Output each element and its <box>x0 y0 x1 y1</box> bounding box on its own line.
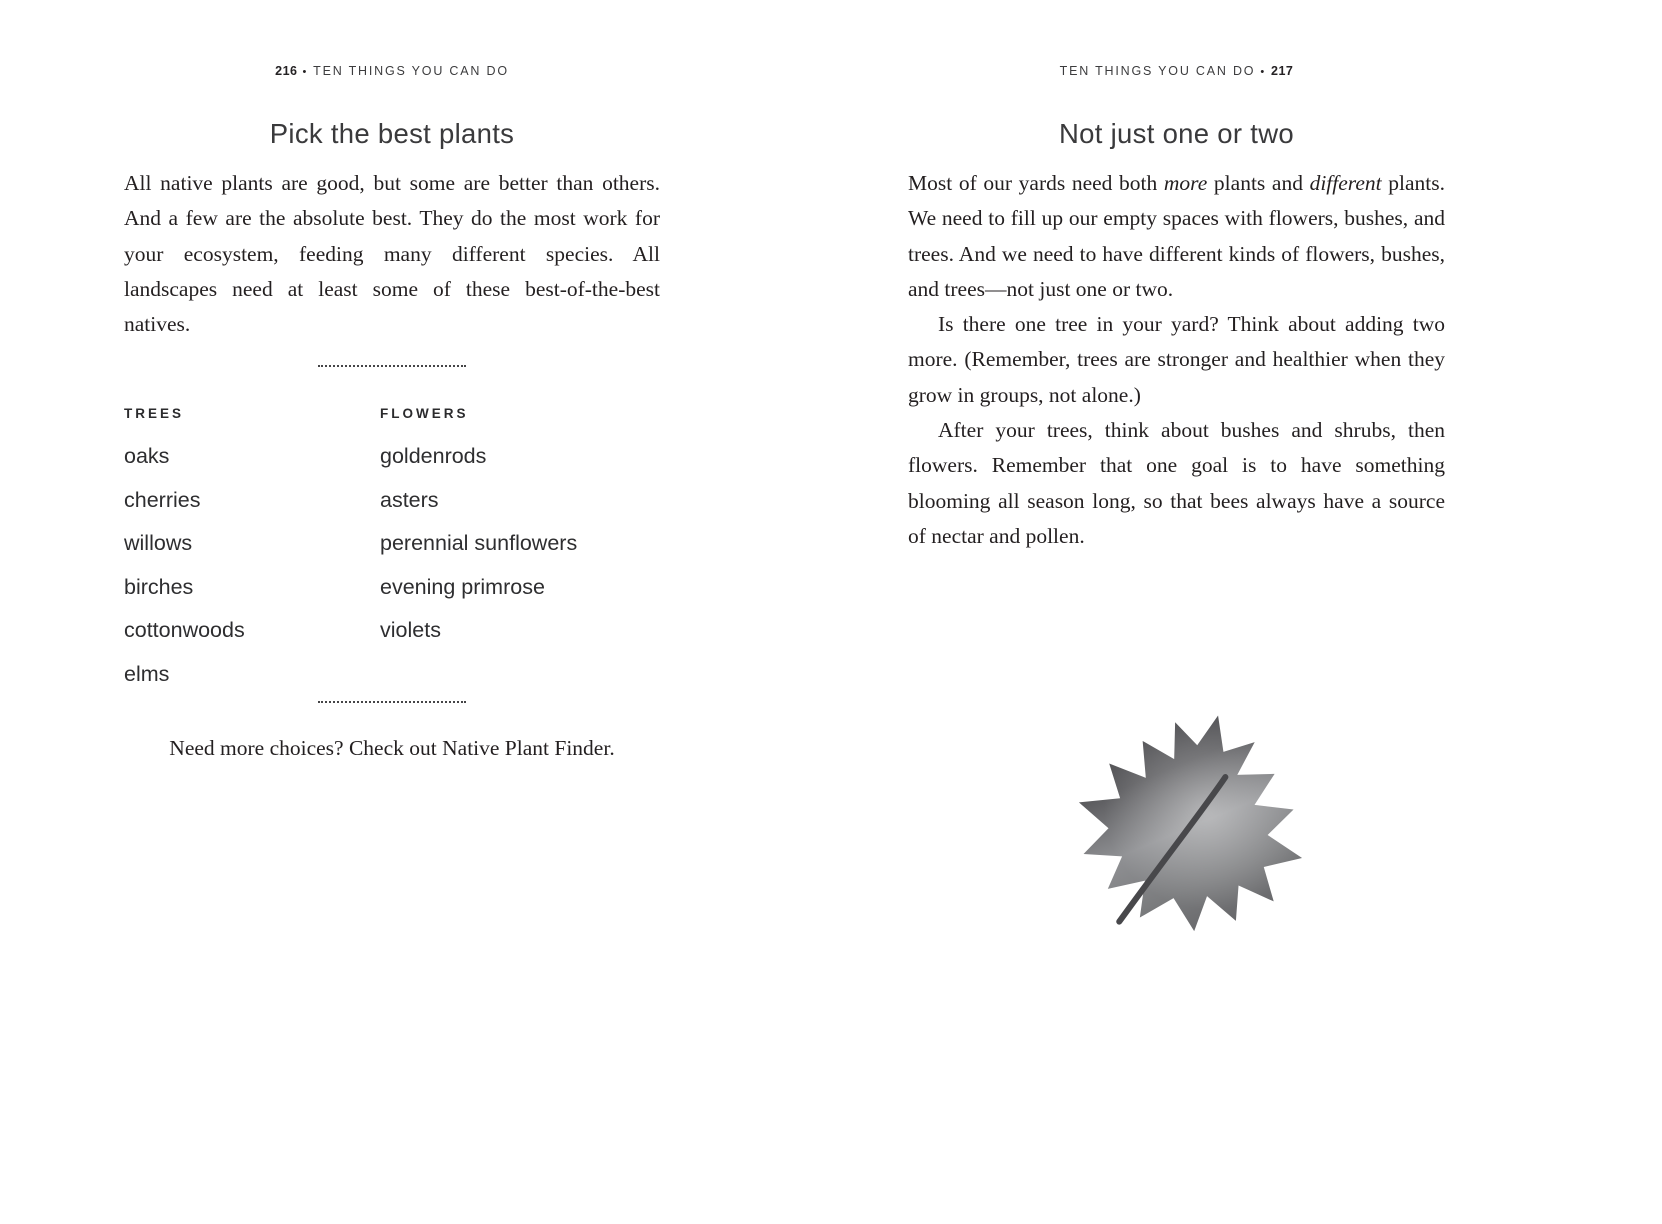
paragraph-1-italic-more: more <box>1163 171 1208 195</box>
paragraph-text: All native plants are good, but some are better than others. And a few are the absolute best. They do the most work for your ecosystem, feeding many different species. All landscapes need at least some of these best-of-the-best natives. <box>124 171 660 337</box>
flower-item: asters <box>380 487 439 512</box>
running-head-title-right: TEN THINGS YOU CAN DO <box>1059 64 1256 78</box>
paragraph-3: After your trees, think about bushes and shrubs, then flowers. Remember that one goal is to have something blooming all season long, so that bees always have a source of nectar and pollen. <box>908 418 1445 548</box>
running-head-right <box>908 64 1445 78</box>
right-page-paragraphs <box>908 166 1445 554</box>
flower-item: goldenrods <box>380 444 487 468</box>
page-number-right: 217 <box>1271 64 1294 78</box>
maple-leaf-illustration <box>1060 698 1320 960</box>
running-head-title-left: TEN THINGS YOU CAN DO <box>313 64 509 78</box>
paragraph-1-text: Most of our yards need both <box>908 171 1164 195</box>
page-number-left: 216 <box>275 64 298 78</box>
flower-item: evening primrose <box>380 574 545 599</box>
paragraph-1-italic-different: different <box>1309 171 1382 195</box>
running-head-separator-right: • <box>1260 66 1266 78</box>
paragraph-1-text: plants. We need to fill up our empty spaces with flowers, bushes, and trees. And we need to have different kinds of flowers, bushes, and trees—not just one or two. <box>908 171 1445 301</box>
trees-header: TREES <box>124 406 185 421</box>
flowers-column <box>380 406 660 702</box>
tree-item: oaks <box>124 444 170 468</box>
plant-lists <box>124 406 660 702</box>
dotted-divider-top <box>318 365 466 367</box>
tree-item: birches <box>124 574 194 599</box>
tree-item: willows <box>124 531 193 555</box>
dotted-divider-bottom <box>318 701 466 703</box>
maple-leaf-icon <box>1060 698 1320 960</box>
paragraph-1-text: plants and <box>1207 171 1310 195</box>
running-head-left <box>124 64 660 78</box>
flowers-header: FLOWERS <box>380 406 469 421</box>
running-head-separator-left: • <box>302 66 309 78</box>
flower-item: perennial sunflowers <box>380 531 578 555</box>
note-native-plant-finder: Need more choices? Check out Native Plant Finder. <box>169 736 615 760</box>
section-heading-right: Not just one or two <box>1059 118 1294 149</box>
trees-column <box>124 406 380 702</box>
section-heading-left: Pick the best plants <box>269 118 515 149</box>
flower-item: violets <box>380 618 441 642</box>
tree-item: elms <box>124 661 170 686</box>
paragraph-1 <box>908 166 1445 307</box>
tree-item: cherries <box>124 487 201 512</box>
left-page-paragraph <box>124 166 660 342</box>
paragraph-2: Is there one tree in your yard? Think about adding two more. (Remember, trees are stronger and healthier when they grow in groups, not alone.) <box>908 312 1445 407</box>
tree-item: cottonwoods <box>124 618 245 642</box>
